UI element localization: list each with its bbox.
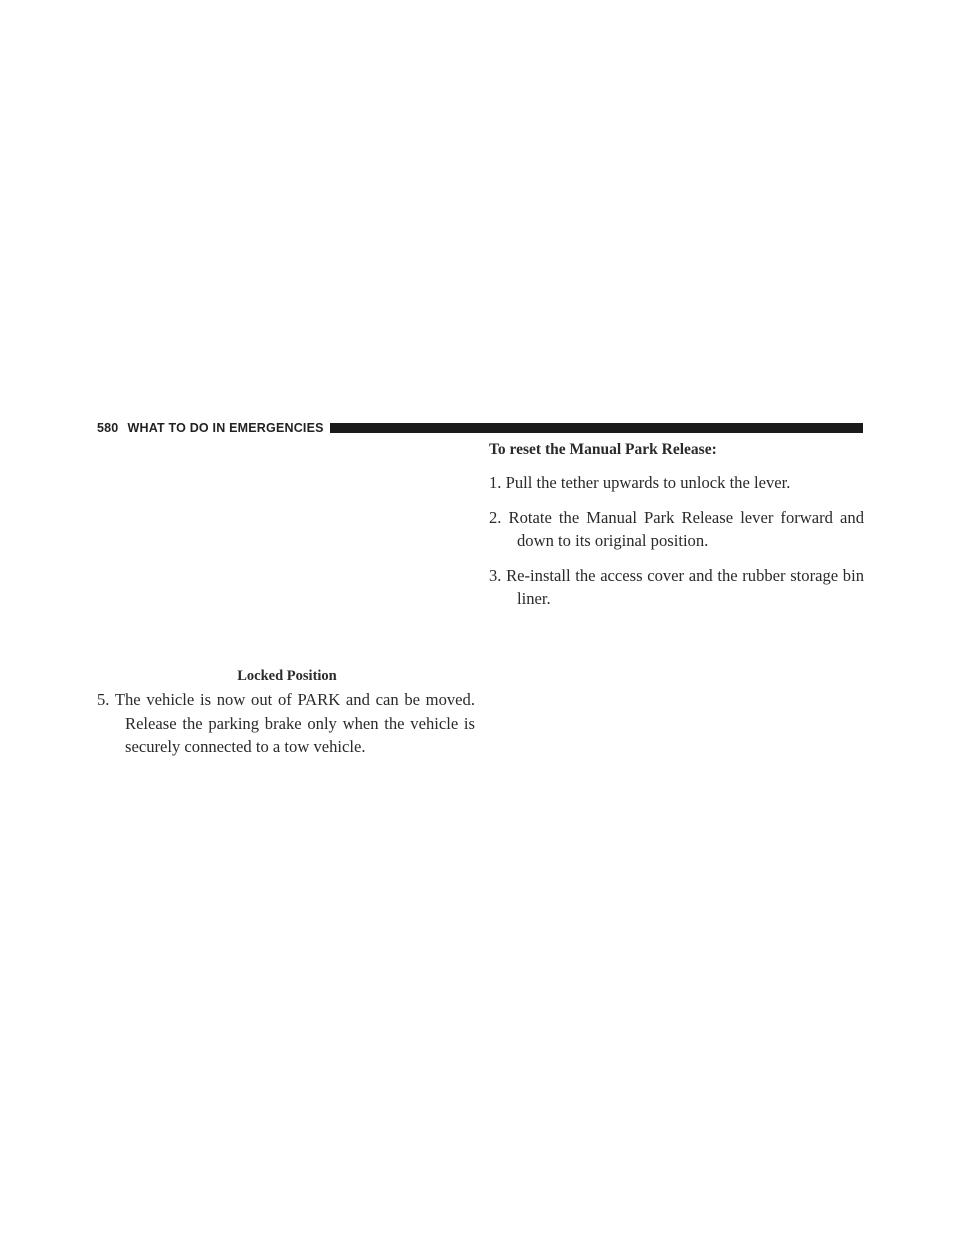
step-3: 3. Re-install the access cover and the rubber storage bin liner.	[489, 565, 864, 609]
page-number: 580	[97, 421, 119, 435]
figure-image	[97, 440, 475, 662]
step-5: 5. The vehicle is now out of PARK and can be moved. Release the parking brake only when the vehicle is securely connected to a tow vehicle.	[97, 690, 475, 757]
reset-heading: To reset the Manual Park Release:	[489, 441, 717, 458]
page-header	[97, 418, 863, 438]
right-column	[489, 438, 864, 622]
section-title: WHAT TO DO IN EMERGENCIES	[127, 421, 324, 435]
figure-caption: Locked Position	[237, 668, 337, 684]
left-column	[97, 440, 475, 759]
header-rule	[330, 423, 863, 433]
step-2: 2. Rotate the Manual Park Release lever forward and down to its original position.	[489, 507, 864, 551]
step-1: 1. Pull the tether upwards to unlock the lever.	[489, 473, 791, 492]
